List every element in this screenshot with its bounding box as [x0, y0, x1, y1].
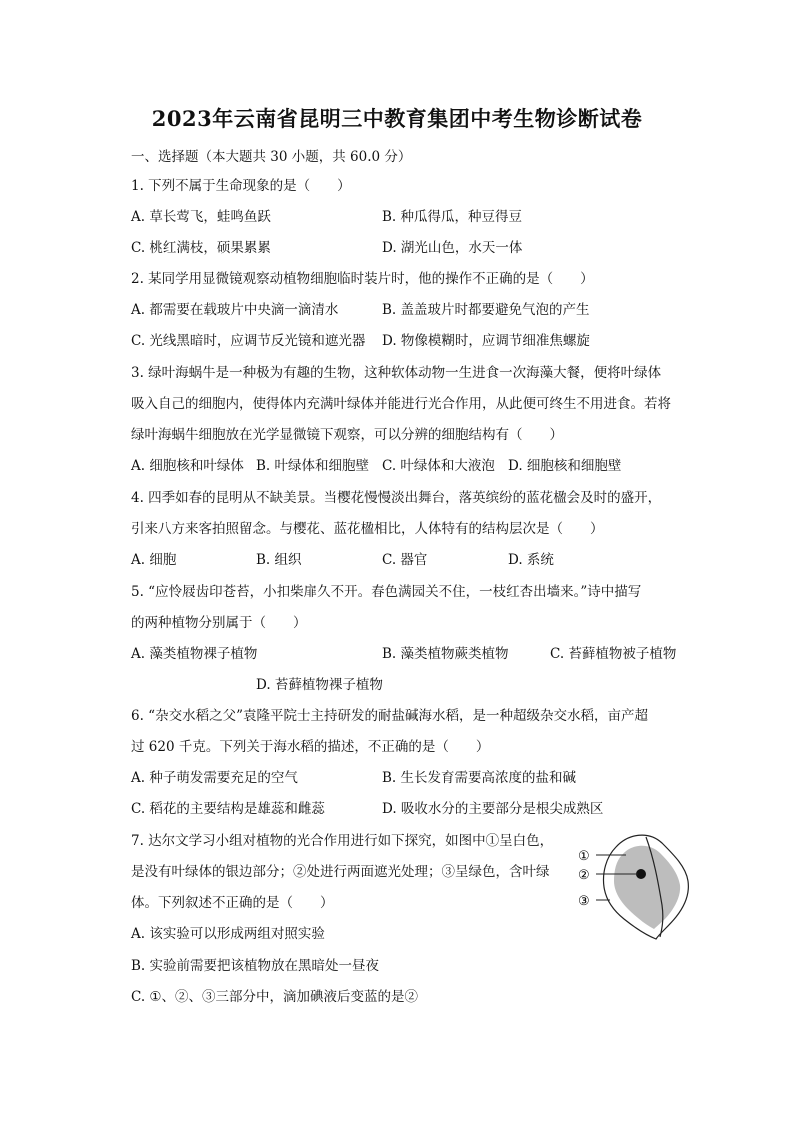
q5-option-c: C. 苔藓植物被子植物: [550, 646, 677, 662]
question-3-stem-line-3: 绿叶海蜗牛细胞放在光学显微镜下观察，可以分辨的细胞结构有（ ）: [131, 427, 563, 443]
q5-option-a: A. 藻类植物裸子植物: [131, 646, 258, 662]
question-2-stem: 2. 某同学用显微镜观察动植物细胞临时装片时，他的操作不正确的是（ ）: [131, 271, 594, 287]
question-5-stem-line-2: 的两种植物分别属于（ ）: [131, 615, 307, 631]
q2-option-b: B. 盖盖玻片时都要避免气泡的产生: [382, 302, 590, 318]
q2-option-d: D. 物像模糊时，应调节细准焦螺旋: [382, 333, 590, 349]
q1-option-b: B. 种瓜得瓜，种豆得豆: [382, 209, 523, 225]
q1-option-a: A. 草长莺飞，蛙鸣鱼跃: [131, 209, 271, 225]
question-7-stem-line-3: 体。下列叙述不正确的是（ ）: [131, 895, 334, 911]
q4-option-c: C. 器官: [382, 552, 428, 568]
question-7-stem-line-2: 是没有叶绿体的银边部分；②处进行两面遮光处理；③呈绿色，含叶绿: [131, 864, 550, 880]
question-4-stem-line-2: 引来八方来客拍照留念。与樱花、蓝花楹相比，人体特有的结构层次是（ ）: [131, 521, 604, 537]
q1-option-d: D. 湖光山色，水天一体: [382, 240, 523, 256]
leaf-diagram: [574, 829, 694, 941]
q6-option-d: D. 吸收水分的主要部分是根尖成熟区: [382, 801, 604, 817]
q4-option-b: B. 组织: [256, 552, 302, 568]
label-2: ②: [578, 868, 590, 883]
question-6-stem-line-2: 过 620 千克。下列关于海水稻的描述，不正确的是（ ）: [131, 739, 490, 755]
q4-option-d: D. 系统: [508, 552, 554, 568]
q7-option-c: C. ①、②、③三部分中，滴加碘液后变蓝的是②: [131, 989, 419, 1005]
question-7-stem-line-1: 7. 达尔文学习小组对植物的光合作用进行如下探究，如图中①呈白色，: [131, 833, 554, 849]
q3-option-b: B. 叶绿体和细胞壁: [256, 458, 370, 474]
q7-option-a: A. 该实验可以形成两组对照实验: [131, 926, 325, 942]
label-3: ③: [578, 894, 590, 909]
q5-option-b: B. 藻类植物蕨类植物: [382, 646, 509, 662]
section-heading: 一、选择题（本大题共 30 小题，共 60.0 分）: [131, 149, 412, 165]
question-1-stem: 1. 下列不属于生命现象的是（ ）: [131, 178, 351, 194]
label-1: ①: [578, 849, 590, 864]
q6-option-c: C. 稻花的主要结构是雄蕊和雌蕊: [131, 801, 325, 817]
leaf-diagram-svg: [574, 829, 694, 941]
question-3-stem-line-1: 3. 绿叶海蜗牛是一种极为有趣的生物，这种软体动物一生进食一次海藻大餐，便将叶绿体: [131, 365, 662, 381]
question-6-stem-line-1: 6. “杂交水稻之父”袁隆平院士主持研发的耐盐碱海水稻，是一种超级杂交水稻，亩产超: [131, 708, 648, 724]
q6-option-a: A. 种子萌发需要充足的空气: [131, 770, 298, 786]
page-title: 2023年云南省昆明三中教育集团中考生物诊断试卷: [151, 106, 643, 131]
q1-option-c: C. 桃红满枝，硕果累累: [131, 240, 271, 256]
question-5-stem-line-1: 5. “应怜屐齿印苍苔，小扣柴扉久不开。春色满园关不住，一枝红杏出墙来。”诗中描写: [131, 584, 642, 600]
q3-option-c: C. 叶绿体和大液泡: [382, 458, 495, 474]
q2-option-a: A. 都需要在载玻片中央滴一滴清水: [131, 302, 339, 318]
q5-option-d: D. 苔藓植物裸子植物: [256, 677, 383, 693]
q2-option-c: C. 光线黑暗时，应调节反光镜和遮光器: [131, 333, 366, 349]
q3-option-d: D. 细胞核和细胞壁: [508, 458, 622, 474]
q6-option-b: B. 生长发育需要高浓度的盐和碱: [382, 770, 577, 786]
question-3-stem-line-2: 吸入自己的细胞内，使得体内充满叶绿体并能进行光合作用，从此便可终生不用进食。若将: [131, 396, 671, 412]
q4-option-a: A. 细胞: [131, 552, 177, 568]
question-4-stem-line-1: 4. 四季如春的昆明从不缺美景。当樱花慢慢淡出舞台，落英缤纷的蓝花楹会及时的盛开，: [131, 490, 662, 506]
q3-option-a: A. 细胞核和叶绿体: [131, 458, 244, 474]
q7-option-b: B. 实验前需要把该植物放在黑暗处一昼夜: [131, 958, 380, 974]
